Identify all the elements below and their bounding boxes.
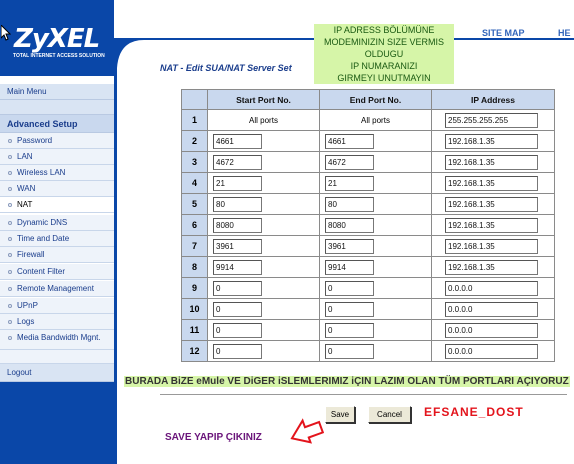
bullet-icon (8, 221, 12, 225)
arrow-annotation-icon (288, 416, 324, 444)
ip-address-input[interactable] (445, 113, 538, 128)
sidebar-item-password[interactable]: Password (0, 133, 114, 149)
bullet-icon (8, 304, 12, 308)
ip-address-input[interactable] (445, 260, 538, 275)
sidebar-item-upnp[interactable]: UPnP (0, 298, 114, 314)
end-port-text: All ports (320, 110, 432, 131)
row-number: 7 (182, 236, 208, 257)
ip-address-cell (432, 278, 555, 299)
end-port-input[interactable] (325, 176, 374, 191)
start-port-input[interactable] (213, 197, 262, 212)
table-row (182, 299, 555, 320)
end-port-cell (320, 131, 432, 152)
sidebar-logout[interactable]: Logout (0, 364, 114, 382)
signature-text: EFSANE_DOST (424, 405, 524, 419)
bullet-icon (8, 270, 12, 274)
sidebar-item-media-bandwidth[interactable]: Media Bandwidth Mgnt. (0, 330, 114, 350)
bullet-icon (8, 171, 12, 175)
sidebar-item-nat[interactable]: NAT (0, 197, 114, 213)
start-port-cell (208, 131, 320, 152)
annotation-ip-note: IP ADRESS BÖLÜMÜNE MODEMINIZIN SIZE VERMIS OLDUGU IP NUMARANIZI GIRMEYI UNUTMAYIN (314, 24, 454, 84)
header-ip-address: IP Address (432, 90, 555, 110)
bullet-icon (8, 237, 12, 241)
bullet-icon (8, 139, 12, 143)
end-port-input[interactable] (325, 218, 374, 233)
table-row (182, 131, 555, 152)
start-port-cell (208, 320, 320, 341)
end-port-cell (320, 257, 432, 278)
table-row (182, 215, 555, 236)
ip-address-cell (432, 299, 555, 320)
sidebar (0, 0, 114, 464)
end-port-input[interactable] (325, 134, 374, 149)
sidebar-item-remote-management[interactable]: Remote Management (0, 281, 114, 297)
save-button[interactable]: Save (325, 406, 355, 423)
table-row (182, 152, 555, 173)
sidebar-item-wan[interactable]: WAN (0, 181, 114, 197)
start-port-input[interactable] (213, 260, 262, 275)
ip-address-cell (432, 173, 555, 194)
end-port-input[interactable] (325, 344, 374, 359)
ip-address-cell (432, 131, 555, 152)
sidebar-item-time-and-date[interactable]: Time and Date (0, 231, 114, 247)
header-end-port: End Port No. (320, 90, 432, 110)
end-port-cell (320, 299, 432, 320)
ip-address-cell (432, 257, 555, 278)
start-port-text: All ports (208, 110, 320, 131)
row-number: 10 (182, 299, 208, 320)
start-port-input[interactable] (213, 281, 262, 296)
annotation-ports-note: BURADA BiZE eMule VE DiGER iSLEMLERIMIZ iÇIN LAZIM OLAN TÜM PORTLARI AÇIYORUZ (125, 376, 569, 387)
sidebar-advanced-setup[interactable]: Advanced Setup (0, 115, 114, 133)
start-port-cell (208, 257, 320, 278)
sidebar-item-wireless-lan[interactable]: Wireless LAN (0, 165, 114, 181)
start-port-input[interactable] (213, 155, 262, 170)
cancel-button[interactable]: Cancel (368, 406, 411, 423)
annotation-save-note: SAVE YAPIP ÇIKINIZ (165, 432, 262, 443)
ip-address-cell (432, 110, 555, 131)
header-start-port: Start Port No. (208, 90, 320, 110)
ip-address-cell (432, 194, 555, 215)
end-port-cell (320, 152, 432, 173)
bullet-icon (8, 320, 12, 324)
ip-address-input[interactable] (445, 197, 538, 212)
start-port-input[interactable] (213, 302, 262, 317)
ip-address-cell (432, 152, 555, 173)
start-port-input[interactable] (213, 176, 262, 191)
start-port-cell (208, 152, 320, 173)
start-port-cell (208, 173, 320, 194)
end-port-cell (320, 236, 432, 257)
sidebar-item-dynamic-dns[interactable]: Dynamic DNS (0, 215, 114, 231)
ip-address-input[interactable] (445, 155, 538, 170)
divider (160, 394, 567, 395)
end-port-input[interactable] (325, 197, 374, 212)
start-port-input[interactable] (213, 323, 262, 338)
start-port-input[interactable] (213, 239, 262, 254)
bullet-icon (8, 203, 12, 207)
end-port-cell (320, 278, 432, 299)
table-row (182, 320, 555, 341)
sidebar-item-lan[interactable]: LAN (0, 149, 114, 165)
row-number: 1 (182, 110, 208, 131)
table-row (182, 341, 555, 362)
row-number: 4 (182, 173, 208, 194)
help-link[interactable]: HE (558, 28, 571, 38)
start-port-cell (208, 341, 320, 362)
row-number: 11 (182, 320, 208, 341)
ip-address-input[interactable] (445, 344, 538, 359)
page-title: NAT - Edit SUA/NAT Server Set (160, 63, 292, 73)
ip-address-input[interactable] (445, 323, 538, 338)
end-port-cell (320, 320, 432, 341)
table-row (182, 194, 555, 215)
table-row (182, 173, 555, 194)
start-port-cell (208, 299, 320, 320)
table-row (182, 257, 555, 278)
bullet-icon (8, 155, 12, 159)
table-row (182, 278, 555, 299)
end-port-input[interactable] (325, 281, 374, 296)
end-port-input[interactable] (325, 155, 374, 170)
sidebar-footer (0, 382, 114, 464)
bullet-icon (8, 336, 12, 340)
brand-logo-area (0, 0, 114, 76)
bullet-icon (8, 187, 12, 191)
row-number: 2 (182, 131, 208, 152)
end-port-input[interactable] (325, 323, 374, 338)
start-port-input[interactable] (213, 218, 262, 233)
brand-logo: ZyXEL (14, 24, 100, 54)
ip-address-cell (432, 215, 555, 236)
row-number: 12 (182, 341, 208, 362)
sidebar-main-menu[interactable]: Main Menu (0, 84, 114, 100)
row-number: 3 (182, 152, 208, 173)
end-port-input[interactable] (325, 302, 374, 317)
start-port-cell (208, 215, 320, 236)
site-map-link[interactable]: SITE MAP (482, 28, 525, 38)
row-number: 9 (182, 278, 208, 299)
start-port-input[interactable] (213, 134, 262, 149)
row-number: 5 (182, 194, 208, 215)
row-number: 6 (182, 215, 208, 236)
bullet-icon (8, 287, 12, 291)
start-port-cell (208, 278, 320, 299)
sidebar-spacer-2 (0, 350, 114, 364)
end-port-input[interactable] (325, 260, 374, 275)
sidebar-item-content-filter[interactable]: Content Filter (0, 264, 114, 280)
ip-address-input[interactable] (445, 302, 538, 317)
ip-address-cell (432, 341, 555, 362)
start-port-cell (208, 194, 320, 215)
header-index (182, 90, 208, 110)
sidebar-spacer (0, 100, 114, 115)
brand-tagline: TOTAL INTERNET ACCESS SOLUTION (13, 53, 105, 59)
end-port-cell (320, 173, 432, 194)
nat-server-table (181, 89, 555, 362)
sidebar-item-firewall[interactable]: Firewall (0, 247, 114, 263)
ip-address-input[interactable] (445, 134, 538, 149)
ip-address-input[interactable] (445, 176, 538, 191)
end-port-cell (320, 215, 432, 236)
ip-address-cell (432, 236, 555, 257)
ip-address-input[interactable] (445, 239, 538, 254)
table-row (182, 236, 555, 257)
table-header-row (182, 90, 555, 110)
end-port-cell (320, 341, 432, 362)
ip-address-input[interactable] (445, 281, 538, 296)
row-number: 8 (182, 257, 208, 278)
end-port-input[interactable] (325, 239, 374, 254)
mouse-cursor-icon (1, 25, 11, 41)
start-port-input[interactable] (213, 344, 262, 359)
sidebar-item-logs[interactable]: Logs (0, 314, 114, 330)
bullet-icon (8, 253, 12, 257)
table-row (182, 110, 555, 131)
end-port-cell (320, 194, 432, 215)
ip-address-input[interactable] (445, 218, 538, 233)
start-port-cell (208, 236, 320, 257)
ip-address-cell (432, 320, 555, 341)
